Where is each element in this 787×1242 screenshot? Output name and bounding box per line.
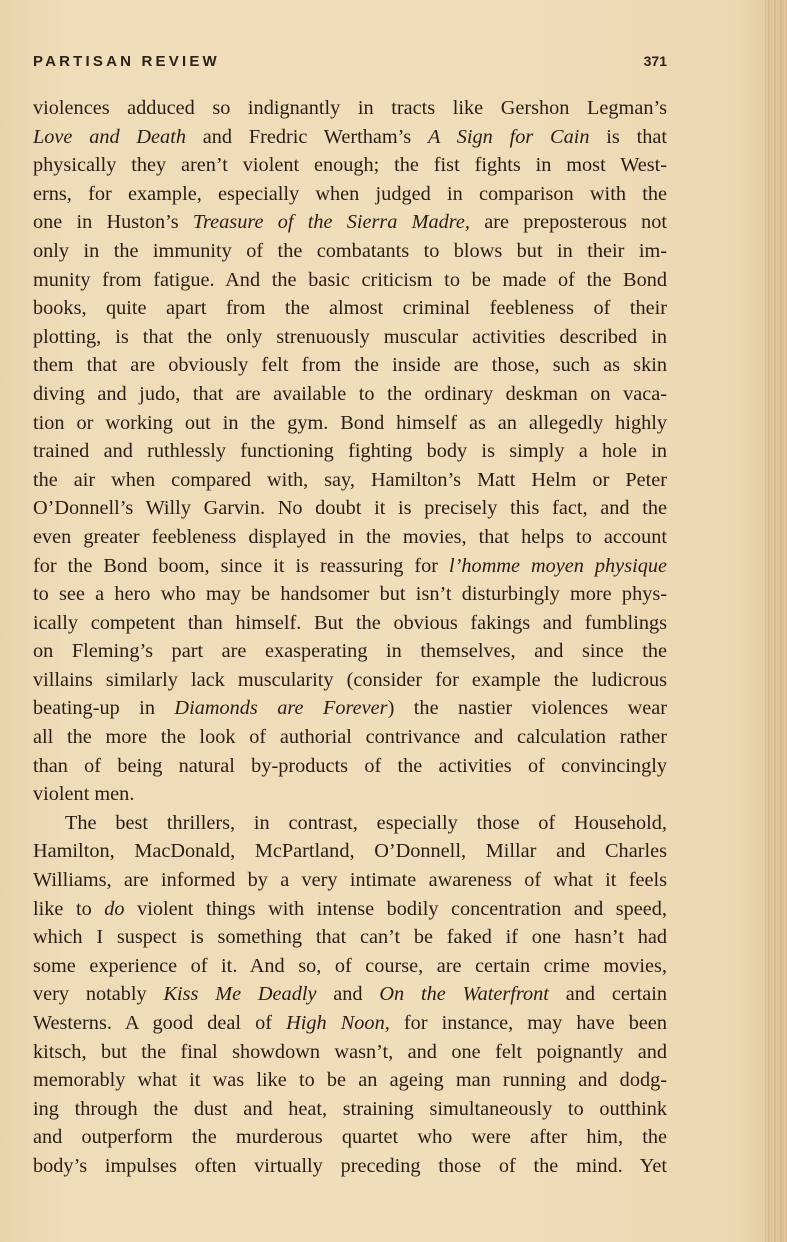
text-line	[33, 809, 667, 838]
text-line	[33, 380, 667, 409]
text-segment: violent men.	[33, 783, 135, 806]
text-segment: The best thrillers, in contrast, especially those of Household,	[65, 811, 667, 834]
text-segment: O’Donnell’s Willy Garvin. No doubt it is precisely this fact, and the	[33, 497, 667, 520]
text-line	[33, 351, 667, 380]
text-line	[33, 637, 667, 666]
running-head	[33, 53, 667, 75]
text-segment: diving and judo, that are available to the ordinary deskman on vaca-	[33, 382, 667, 405]
text-segment: kitsch, but the final showdown wasn’t, and one felt poignantly and	[33, 1040, 667, 1063]
text-line	[33, 1009, 667, 1038]
text-segment: the air when compared with, say, Hamilton’s Matt Helm or Peter	[33, 468, 667, 491]
text-line	[33, 466, 667, 495]
text-line	[33, 208, 667, 237]
text-line	[33, 694, 667, 723]
text-segment: and outperform the murderous quartet who were after him, the	[33, 1126, 667, 1149]
text-segment: are preposterous not	[470, 211, 667, 234]
text-segment: is that	[589, 125, 668, 148]
text-line	[33, 180, 667, 209]
text-segment: ing through the dust and heat, straining simultaneously to outthink	[33, 1097, 667, 1120]
text-line	[33, 666, 667, 695]
text-line	[33, 409, 667, 438]
text-segment: like to	[33, 897, 105, 920]
text-segment: villains similarly lack muscularity (consider for example the ludicrous	[33, 668, 667, 691]
text-segment: on Fleming’s part are exasperating in themselves, and since the	[33, 640, 667, 663]
text-line	[33, 237, 667, 266]
text-line	[33, 895, 667, 924]
text-segment: violent things with intense bodily concentration and speed,	[124, 897, 667, 920]
text-line	[33, 1066, 667, 1095]
italic-title: Diamonds are Forever	[174, 697, 388, 720]
text-segment: to see a hero who may be handsomer but isn’t disturbingly more phys-	[33, 583, 667, 606]
text-line	[33, 552, 667, 581]
text-line	[33, 266, 667, 295]
text-line	[33, 1095, 667, 1124]
text-segment: body’s impulses often virtually preceding those of the mind. Yet	[33, 1154, 667, 1177]
text-segment: violences adduced so indignantly in tracts like Gershon Legman’s	[33, 97, 667, 119]
italic-title: Love and Death	[33, 125, 186, 148]
text-line	[33, 94, 667, 123]
text-segment: munity from fatigue. And the basic criticism to be made of the Bond	[33, 268, 667, 291]
text-segment: ) the nastier violences wear	[387, 697, 667, 720]
text-segment: all the more the look of authorial contrivance and calculation rather	[33, 726, 667, 749]
text-line	[33, 780, 667, 809]
text-line	[33, 752, 667, 781]
text-line	[33, 123, 667, 152]
text-line	[33, 437, 667, 466]
text-segment: than of being natural by-products of the activities of convincingly	[33, 754, 667, 777]
italic-title: l’homme moyen physique	[449, 554, 667, 577]
text-segment: and	[316, 983, 380, 1006]
text-segment: Williams, are informed by a very intimate awareness of what it feels	[33, 869, 667, 892]
text-line	[33, 952, 667, 981]
text-segment: books, quite apart from the almost criminal feebleness of their	[33, 297, 667, 320]
text-segment: one in Huston’s	[33, 211, 193, 234]
text-segment: erns, for example, especially when judged in comparison with the	[33, 182, 667, 205]
text-line	[33, 1123, 667, 1152]
text-line	[33, 494, 667, 523]
text-segment: them that are obviously felt from the inside are those, such as skin	[33, 354, 667, 377]
text-segment: for the Bond boom, since it is reassuring for	[33, 554, 450, 577]
text-line	[33, 723, 667, 752]
italic-title: Kiss Me Deadly	[163, 983, 317, 1006]
text-segment: which I suspect is something that can’t be faked if one hasn’t had	[33, 926, 667, 949]
text-line	[33, 1152, 667, 1181]
text-segment: and certain	[548, 983, 667, 1006]
text-segment: for instance, may have been	[389, 1012, 667, 1034]
italic-title: High Noon,	[286, 1012, 390, 1034]
text-segment: some experience of it. And so, of course, are certain crime movies,	[33, 954, 667, 977]
text-line	[33, 1038, 667, 1067]
body-text	[33, 94, 667, 1181]
text-line	[33, 923, 667, 952]
text-segment: very notably	[33, 983, 164, 1006]
text-line	[33, 523, 667, 552]
italic-title: On the Waterfront	[379, 983, 549, 1006]
text-line	[33, 151, 667, 180]
text-line	[33, 294, 667, 323]
text-line	[33, 980, 667, 1009]
text-line	[33, 837, 667, 866]
text-segment: tion or working out in the gym. Bond himself as an allegedly highly	[33, 411, 667, 434]
text-segment: trained and ruthlessly functioning fighting body is simply a hole in	[33, 440, 667, 463]
text-segment: plotting, is that the only strenuously muscular activities described in	[33, 325, 667, 348]
text-segment: Hamilton, MacDonald, McPartland, O’Donnell, Millar and Charles	[33, 840, 667, 863]
text-segment: beating-up in	[33, 697, 175, 720]
page-edge-shadow	[765, 0, 787, 1242]
journal-title: PARTISAN REVIEW	[33, 53, 220, 70]
italic-title: A Sign for Cain	[427, 125, 590, 148]
text-segment: and Fredric Wertham’s	[185, 125, 428, 148]
text-segment: physically they aren’t violent enough; the fist fights in most West-	[33, 154, 667, 177]
italic-title: do	[104, 897, 125, 920]
text-line	[33, 609, 667, 638]
text-segment: only in the immunity of the combatants to blows but in their im-	[33, 239, 667, 262]
text-segment: memorably what it was like to be an ageing man running and dodg-	[33, 1069, 667, 1092]
italic-title: Treasure of the Sierra Madre,	[192, 211, 471, 234]
text-segment: even greater feebleness displayed in the movies, that helps to account	[33, 525, 667, 548]
text-line	[33, 323, 667, 352]
text-segment: Westerns. A good deal of	[33, 1012, 287, 1034]
text-line	[33, 866, 667, 895]
page-number: 371	[643, 53, 667, 69]
text-line	[33, 580, 667, 609]
text-segment: ically competent than himself. But the obvious fakings and fumblings	[33, 611, 667, 634]
